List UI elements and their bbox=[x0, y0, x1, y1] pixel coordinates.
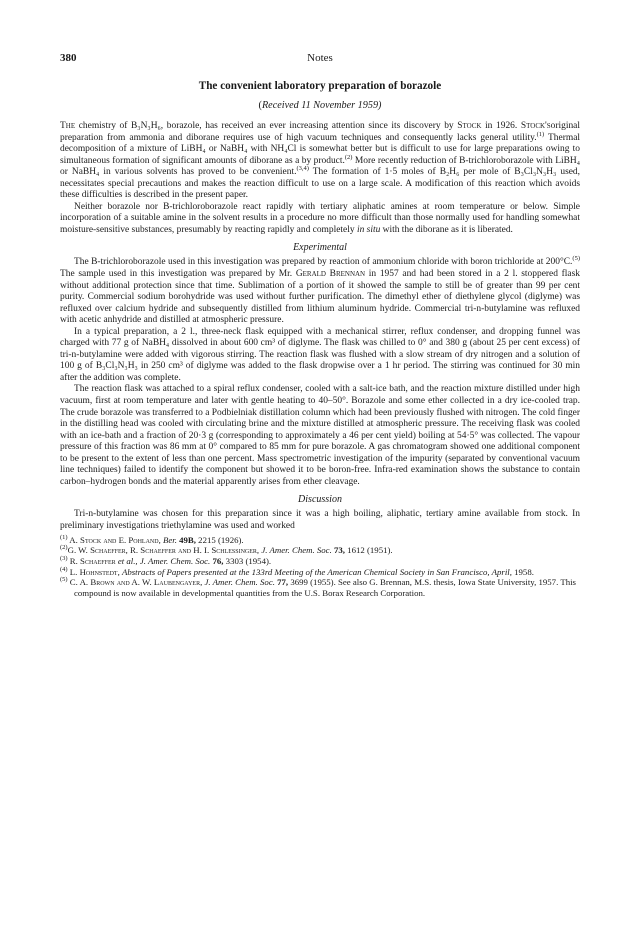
page-number: 380 bbox=[60, 52, 77, 64]
discussion-heading: Discussion bbox=[298, 494, 342, 506]
author-name: Stock's bbox=[520, 121, 551, 131]
reference-list bbox=[60, 535, 580, 599]
citation-marker: (5) bbox=[572, 255, 580, 263]
citation-marker: (2) bbox=[344, 153, 353, 161]
italic-term: in situ bbox=[356, 224, 381, 235]
intro-paragraph-1: The chemistry of B₃N₃H₆, borazole, has received an ever increasing attention since its discovery by Stock in 1926. Stock'soriginal preparation from ammonia and diborane requires use of high vacuum techniques and consequently lacks general utility.$^{(1)}$ Thermal decomposition of a mixture of LiBH₄ or NaBH₄ with NH₄Cl is somewhat better but is difficult to use for large preparations owing to simultaneous formation of significant amounts of diborane as a by product.$^{(2)}$ More recently reduction of B-trichloroborazole with LiBH₄ or NaBH₄ in various solvents has proved to be convenient.$^{(3,4)}$ The formation of 1·5 moles of B₂H₆ per mole of B₃Cl₃N₃H₃ used, necessitates special precautions and makes the reaction difficult to use on a large scale. A modification of this reaction which avoids these difficulties is described in the present paper. bbox=[60, 121, 581, 201]
reference-marker: (4) bbox=[60, 565, 68, 573]
received-date: (Received 11 November 1959) bbox=[258, 100, 382, 111]
citation-marker: (1) bbox=[536, 130, 545, 138]
reference-marker: (1) bbox=[60, 533, 68, 541]
reference-item: $^{(5)}$ C. A. Brown and A. W. Laubengayer, J. Amer. Chem. Soc. 77, 3699 (1955). See also G. Brennan, M.S. thesis, Iowa State University, 1957. This compound is now available in developmental quantities from the U.S. Borax Research Corporation. bbox=[60, 576, 576, 599]
citation-marker: (3,4) bbox=[296, 165, 309, 173]
reference-item: $^{(1)}$ A. Stock and E. Pohland, Ber. 49B, 2215 (1926). bbox=[60, 533, 244, 545]
experimental-heading: Experimental bbox=[293, 242, 347, 254]
received-label: Received bbox=[261, 100, 299, 111]
running-head bbox=[60, 52, 580, 66]
reference-marker: (5) bbox=[60, 576, 68, 584]
experimental-paragraph-1: The B-trichloroborazole used in this investigation was prepared by reaction of ammonium chloride with boron trichloride at 200°C.$^{(5)}$ The sample used in this investigation was prepared by Mr. Gerald Brennan in 1957 and had been stored in a 2 l. stoppered flask without additional protection since that time. Sublimation of a portion of it showed the sample to still be of greater than 99 per cent purity. Commercial sodium borohydride was used without further purification. The dimethyl ether of diethylene glycol (diglyme) was refluxed over calcium hydride and subsequently distilled from lithium aluminum hydride. Commercial tri-n-butylamine was refluxed with acetic anhydride and distilled at atmospheric pressure. bbox=[60, 255, 580, 326]
section-name: Notes bbox=[307, 52, 333, 64]
author-name: Stock bbox=[457, 121, 482, 131]
reference-item: $^{(2)}$G. W. Schaeffer, R. Schaeffer and H. I. Schlessinger, J. Amer. Chem. Soc. 73, 1612 (1951). bbox=[60, 544, 393, 556]
author-name: Gerald Brennan bbox=[295, 269, 366, 280]
article-title: The convenient laboratory preparation of borazole bbox=[198, 80, 442, 92]
received-value: 11 November 1959) bbox=[298, 100, 382, 111]
reference-marker: (2) bbox=[60, 544, 68, 552]
reference-item: $^{(3)}$ R. Schaeffer et al., J. Amer. Chem. Soc. 76, 3303 (1954). bbox=[60, 554, 272, 566]
reference-marker: (3) bbox=[60, 554, 68, 562]
intro-paragraph-2: Neither borazole nor B-trichloroborazole react rapidly with tertiary aliphatic amines at room temperature or below. Simple incorporation of a suitable amine in the solvent results in a procedure no more difficult than those normally used for handling somewhat moisture-sensitive substances, presumably by reacting rapidly and completely in situ with the diborane as it is liberated. bbox=[60, 201, 580, 235]
discussion-paragraph-1: Tri-n-butylamine was chosen for this preparation since it was a high boiling, aliphatic, tertiary amine available from stock. In preliminary investigations triethylamine was used and worked bbox=[60, 509, 580, 531]
reference-item: $^{(4)}$ L. Hohnstedt, Abstracts of Papers presented at the 133rd Meeting of the American Chemical Society in San Francisco, April, 1958. bbox=[60, 565, 534, 577]
experimental-paragraph-3: The reaction flask was attached to a spiral reflux condenser, cooled with a salt-ice bath, and the reaction mixture distilled under high vacuum, first at room temperature and later with gentle heating to 40–50°. Borazole and some ether collected in a dry ice-cooled trap. The crude borazole was transferred to a Podbielniak distillation column which had been previously flushed with nitrogen. The cold finger in the distilling head was cooled with circulating brine and the mixture distilled at atmospheric pressure. The receiving flask was cooled with an ice-bath and a fraction of 20·3 g (corresponding to approximately a 46 per cent yield) boiling at 54·5° was collected. The vapour pressure of this fraction was 86 mm at 0° compared to 85 mm for pure borazole. A gas chromatogram showed one additional component to be present to the extent of less than one percent. Mass spectrometric investigation of the impurity (separated by conventional vacuum line techniques) failed to identify the component but showed it to be boron-free. Infra-red examination shows the substance to contain carbon–hydrogen bonds and the material apparently arises from ether cleavage. bbox=[60, 384, 580, 487]
journal-page bbox=[60, 52, 580, 599]
experimental-paragraph-2: In a typical preparation, a 2 l., three-neck flask equipped with a mechanical stirrer, reflux condenser, and dropping funnel was charged with 77 g of NaBH₄ dissolved in about 600 cm³ of diglyme. The flask was chilled to 0° and 380 g (about 25 per cent excess) of tri-n-butylamine were added with vigorous stirring. The reaction flask was flushed with a slow stream of dry nitrogen and a solution of 100 g of B₃Cl₃N₃H₃ in 250 cm³ of diglyme was added to the flask dropwise over a 1 hr period. The stirring was continued for 30 min after the addition was complete. bbox=[60, 326, 580, 383]
